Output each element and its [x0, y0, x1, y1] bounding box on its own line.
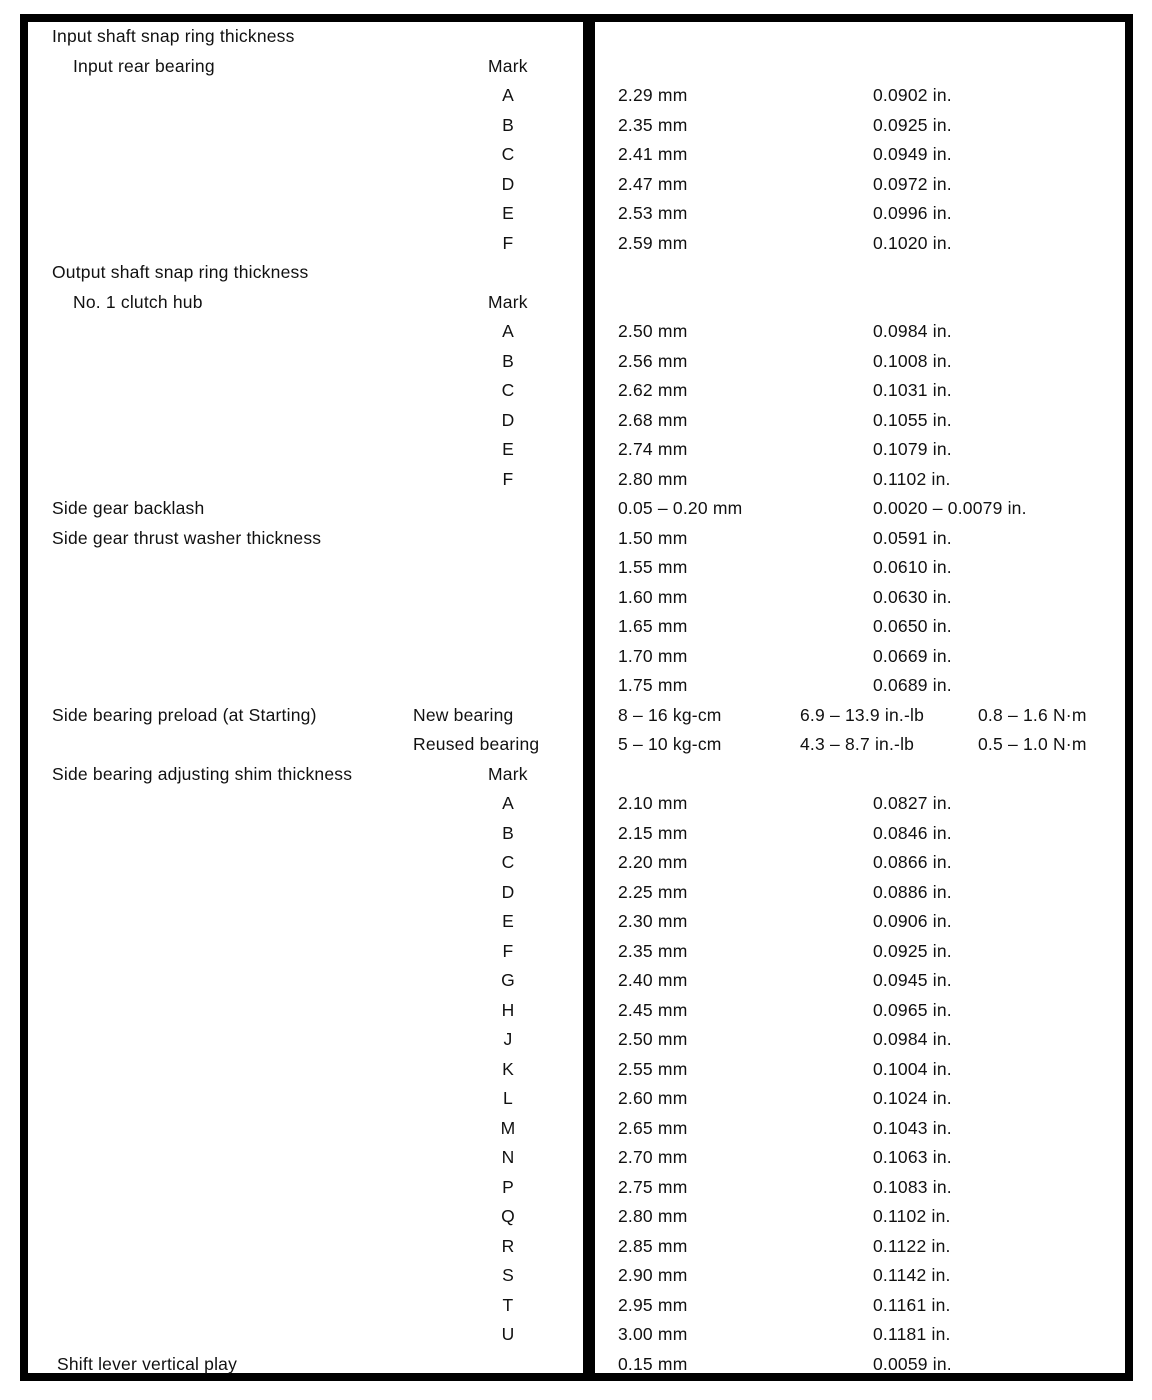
- section-title: Input shaft snap ring thickness: [52, 26, 295, 46]
- mark-header: Mark: [488, 55, 528, 76]
- value-inch: 0.0945 in.: [873, 970, 952, 990]
- value-mm: 2.68 mm: [618, 409, 688, 430]
- value-inch: 0.1142 in.: [873, 1265, 951, 1285]
- mark-letter: G: [501, 970, 515, 990]
- value-inch: 0.0827 in.: [873, 793, 952, 813]
- value-mm: 2.70 mm: [618, 1147, 688, 1167]
- mark-letter: Q: [501, 1206, 515, 1226]
- mark-letter: A: [502, 85, 514, 105]
- mark-letter: E: [502, 203, 514, 223]
- value-inch: 0.1161 in.: [873, 1294, 951, 1315]
- value-inch: 0.1122 in.: [873, 1235, 951, 1256]
- value-inch: 0.0610 in.: [873, 557, 952, 577]
- value-inch: 0.1055 in.: [873, 409, 952, 430]
- value-inch: 0.0996 in.: [873, 203, 952, 223]
- value-mm: 2.50 mm: [618, 1029, 688, 1049]
- value-mm: 2.55 mm: [618, 1058, 688, 1079]
- mark-letter: F: [502, 468, 514, 489]
- mark-letter: S: [502, 1265, 514, 1285]
- value-mm: 2.90 mm: [618, 1265, 688, 1285]
- value-inch: 0.0650 in.: [873, 616, 952, 636]
- value-mm: 2.56 mm: [618, 350, 688, 371]
- value-inch: 0.0902 in.: [873, 85, 952, 105]
- mark-letter: A: [502, 793, 514, 813]
- value-mm: 2.50 mm: [618, 321, 688, 341]
- value-inch: 0.0972 in.: [873, 173, 952, 194]
- value-inch: 0.1043 in.: [873, 1117, 952, 1138]
- value-inch: 0.0020 – 0.0079 in.: [873, 498, 1027, 518]
- value-mm: 2.10 mm: [618, 793, 688, 813]
- value-mm: 2.29 mm: [618, 85, 688, 105]
- value-inlb: 6.9 – 13.9 in.-lb: [800, 704, 925, 725]
- value-nm: 0.8 – 1.6 N·m: [978, 704, 1087, 725]
- mark-letter: T: [502, 1294, 514, 1315]
- value-mm: 3.00 mm: [618, 1324, 688, 1344]
- value-inch: 0.0925 in.: [873, 114, 952, 135]
- section-title: Output shaft snap ring thickness: [52, 262, 309, 282]
- mark-letter: D: [501, 173, 515, 194]
- value-inch: 0.1063 in.: [873, 1147, 952, 1167]
- value-mm: 2.53 mm: [618, 203, 688, 223]
- value-inch: 0.1079 in.: [873, 439, 952, 459]
- preload-label: Side bearing preload (at Starting): [52, 704, 317, 725]
- mark-letter: U: [501, 1324, 515, 1344]
- mark-letter: J: [503, 1029, 513, 1049]
- value-mm: 2.59 mm: [618, 232, 688, 253]
- value-mm: 2.40 mm: [618, 970, 688, 990]
- mark-letter: L: [503, 1088, 513, 1108]
- spec-table-frame: [20, 14, 1133, 1381]
- value-inch: 0.1102 in.: [873, 1206, 951, 1226]
- value-mm: 2.45 mm: [618, 999, 688, 1020]
- value-inch: 0.0669 in.: [873, 645, 952, 666]
- value-mm: 1.60 mm: [618, 586, 688, 607]
- value-inch: 0.0949 in.: [873, 144, 952, 164]
- shim-label: Side bearing adjusting shim thickness: [52, 763, 353, 784]
- section-subtitle: No. 1 clutch hub: [73, 291, 203, 312]
- value-mm: 2.41 mm: [618, 144, 688, 164]
- value-inch: 0.0630 in.: [873, 586, 952, 607]
- value-inch: 0.0846 in.: [873, 822, 952, 843]
- value-mm: 2.85 mm: [618, 1235, 688, 1256]
- value-mm: 2.25 mm: [618, 881, 688, 902]
- value-mm: 1.50 mm: [618, 527, 688, 548]
- value-mm: 2.80 mm: [618, 1206, 688, 1226]
- bearing-type: Reused bearing: [413, 734, 540, 754]
- value-inch: 0.0591 in.: [873, 527, 952, 548]
- value-mm: 2.75 mm: [618, 1176, 688, 1197]
- section-subtitle: Input rear bearing: [73, 55, 215, 76]
- value-inch: 0.0866 in.: [873, 852, 952, 872]
- value-inch: 0.0886 in.: [873, 881, 952, 902]
- mark-letter: C: [501, 852, 515, 872]
- value-mm: 2.74 mm: [618, 439, 688, 459]
- backlash-label: Side gear backlash: [52, 498, 205, 518]
- value-mm: 2.65 mm: [618, 1117, 688, 1138]
- value-kgcm: 8 – 16 kg-cm: [618, 704, 722, 725]
- value-inlb: 4.3 – 8.7 in.-lb: [800, 734, 915, 754]
- value-mm: 1.55 mm: [618, 557, 688, 577]
- mark-letter: N: [501, 1147, 515, 1167]
- mark-letter: B: [502, 350, 514, 371]
- value-mm: 0.15 mm: [618, 1353, 688, 1374]
- mark-letter: H: [501, 999, 515, 1020]
- value-mm: 2.47 mm: [618, 173, 688, 194]
- mark-header: Mark: [488, 763, 528, 784]
- value-inch: 0.1102 in.: [873, 468, 951, 489]
- value-inch: 0.0965 in.: [873, 999, 952, 1020]
- value-inch: 0.1008 in.: [873, 350, 952, 371]
- mark-letter: R: [501, 1235, 515, 1256]
- value-inch: 0.0984 in.: [873, 1029, 952, 1049]
- value-inch: 0.0984 in.: [873, 321, 952, 341]
- mark-letter: P: [502, 1176, 514, 1197]
- mark-header: Mark: [488, 291, 528, 312]
- value-inch: 0.0059 in.: [873, 1353, 952, 1374]
- value-mm: 1.65 mm: [618, 616, 688, 636]
- mark-letter: K: [502, 1058, 514, 1079]
- mark-letter: D: [501, 881, 515, 902]
- value-inch: 0.1004 in.: [873, 1058, 952, 1079]
- mark-letter: F: [502, 940, 514, 961]
- mark-letter: B: [502, 822, 514, 843]
- value-kgcm: 5 – 10 kg-cm: [618, 734, 722, 754]
- value-mm: 2.80 mm: [618, 468, 688, 489]
- value-mm: 2.35 mm: [618, 114, 688, 135]
- value-mm: 2.35 mm: [618, 940, 688, 961]
- mark-letter: M: [500, 1117, 516, 1138]
- mark-letter: F: [502, 232, 514, 253]
- value-inch: 0.1020 in.: [873, 232, 952, 253]
- thrust-washer-label: Side gear thrust washer thickness: [52, 527, 322, 548]
- value-inch: 0.1024 in.: [873, 1088, 952, 1108]
- value-inch: 0.1181 in.: [873, 1324, 951, 1344]
- mark-letter: C: [501, 144, 515, 164]
- value-mm: 2.20 mm: [618, 852, 688, 872]
- value-inch: 0.1083 in.: [873, 1176, 952, 1197]
- mark-letter: A: [502, 321, 514, 341]
- mark-letter: E: [502, 911, 514, 931]
- value-inch: 0.0689 in.: [873, 675, 952, 695]
- value-mm: 2.60 mm: [618, 1088, 688, 1108]
- column-divider: [583, 14, 595, 1381]
- value-mm: 2.62 mm: [618, 380, 688, 400]
- value-mm: 2.95 mm: [618, 1294, 688, 1315]
- bearing-type: New bearing: [413, 704, 514, 725]
- value-mm: 0.05 – 0.20 mm: [618, 498, 743, 518]
- value-nm: 0.5 – 1.0 N·m: [978, 734, 1087, 754]
- mark-letter: C: [501, 380, 515, 400]
- mark-letter: B: [502, 114, 514, 135]
- shift-play-label: Shift lever vertical play: [57, 1353, 238, 1374]
- value-mm: 1.75 mm: [618, 675, 688, 695]
- value-mm: 1.70 mm: [618, 645, 688, 666]
- value-mm: 2.15 mm: [618, 822, 688, 843]
- mark-letter: D: [501, 409, 515, 430]
- mark-letter: E: [502, 439, 514, 459]
- value-inch: 0.1031 in.: [873, 380, 952, 400]
- value-inch: 0.0925 in.: [873, 940, 952, 961]
- value-mm: 2.30 mm: [618, 911, 688, 931]
- value-inch: 0.0906 in.: [873, 911, 952, 931]
